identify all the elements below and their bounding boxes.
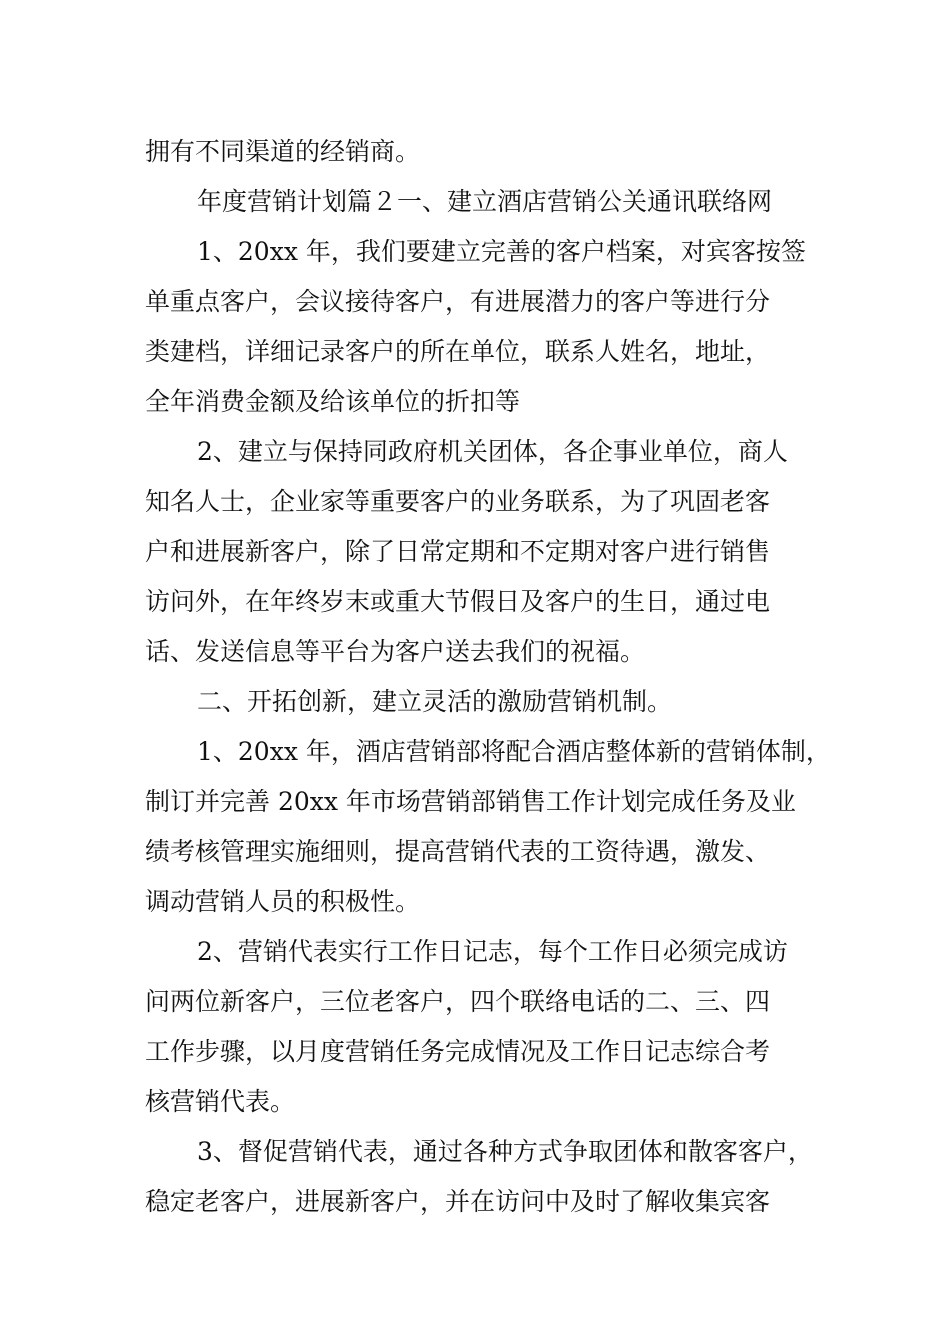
text-line: 话、发送信息等平台为客户送去我们的祝福。	[145, 637, 646, 666]
text-line: 拥有不同渠道的经销商。	[145, 137, 421, 166]
text-line: 访问外，在年终岁末或重大节假日及客户的生日，通过电	[145, 587, 771, 616]
text-line: 户和进展新客户，除了日常定期和不定期对客户进行销售	[145, 537, 771, 566]
text-line: 全年消费金额及给该单位的折扣等	[145, 387, 521, 416]
text-line: 2、建立与保持同政府机关团体，各企事业单位，商人	[197, 437, 788, 466]
text-line: 稳定老客户，进展新客户，并在访问中及时了解收集宾客	[145, 1187, 771, 1216]
text-line: 调动营销人员的积极性。	[145, 887, 421, 916]
text-line: 类建档，详细记录客户的所在单位，联系人姓名，地址，	[145, 337, 771, 366]
text-line: 问两位新客户，三位老客户，四个联络电话的二、三、四	[145, 987, 771, 1016]
text-line: 工作步骤，以月度营销任务完成情况及工作日记志综合考	[145, 1037, 771, 1066]
text-line: 2、营销代表实行工作日记志，每个工作日必须完成访	[197, 937, 788, 966]
text-line: 知名人士，企业家等重要客户的业务联系，为了巩固老客	[145, 487, 771, 516]
text-line: 二、开拓创新，建立灵活的激励营销机制。	[197, 687, 673, 716]
text-line: 1、20xx 年，我们要建立完善的客户档案，对宾客按签	[197, 237, 806, 266]
text-line: 制订并完善 20xx 年市场营销部销售工作计划完成任务及业	[145, 787, 796, 816]
text-line: 核营销代表。	[145, 1087, 296, 1116]
text-line: 年度营销计划篇２一、建立酒店营销公关通讯联络网	[197, 187, 773, 216]
text-line: 1、20xx 年，酒店营销部将配合酒店整体新的营销体制，	[197, 737, 831, 766]
text-line: 单重点客户，会议接待客户，有进展潜力的客户等进行分	[145, 287, 771, 316]
text-line: 绩考核管理实施细则，提高营销代表的工资待遇，激发、	[145, 837, 771, 866]
text-line: 3、督促营销代表，通过各种方式争取团体和散客客户，	[197, 1137, 813, 1166]
